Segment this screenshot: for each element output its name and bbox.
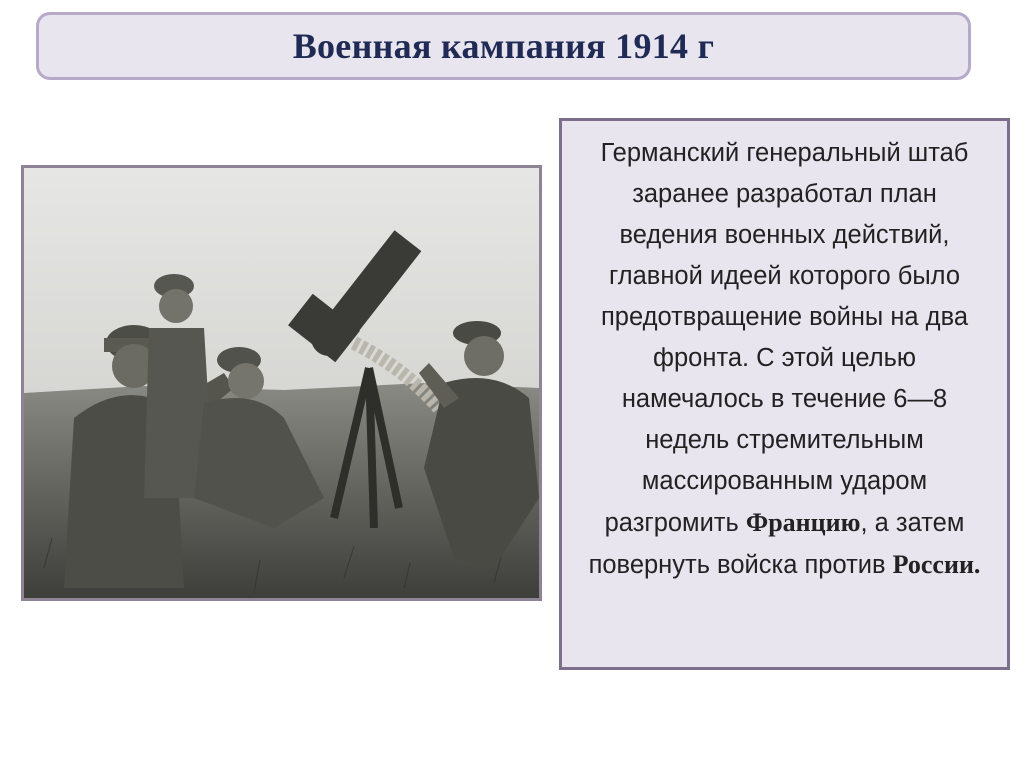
soldiers-machine-gun-photo bbox=[24, 168, 539, 598]
description-text-cont: , а затем повернуть войска против bbox=[588, 509, 965, 579]
title-banner bbox=[36, 12, 971, 80]
description-panel bbox=[559, 118, 1010, 670]
highlight-russia: России. bbox=[892, 550, 981, 579]
historical-photo bbox=[21, 165, 542, 601]
slide-title: Военная кампания 1914 г bbox=[292, 26, 715, 66]
description-text: Германский генеральный штаб заранее разработал план ведения военных действий, главной идеей которого было предотвращение войны на два фронта. С этой целью намечалось в течение 6—8 недель стремительным массированным ударом разгромить bbox=[600, 139, 969, 537]
highlight-france: Францию bbox=[745, 508, 861, 537]
